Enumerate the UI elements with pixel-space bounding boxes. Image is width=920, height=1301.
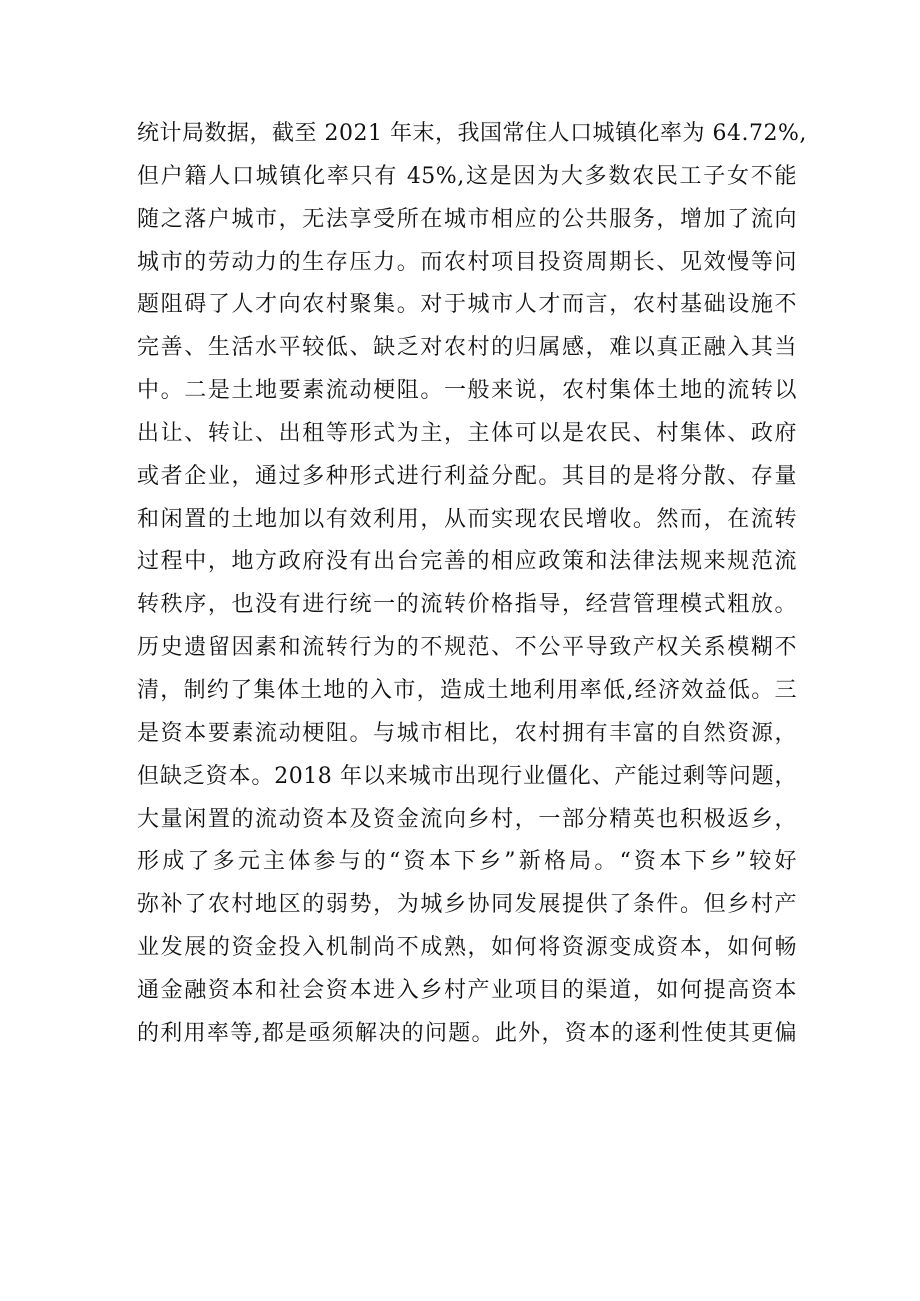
text-line: 随之落户城市，无法享受所在城市相应的公共服务，增加了流向 <box>137 206 797 232</box>
text-line: 但缺乏资本。2018 年以来城市出现行业僵化、产能过剩等问题， <box>137 763 797 789</box>
text-line: 题阻碍了人才向农村聚集。对于城市人才而言，农村基础设施不 <box>137 292 797 318</box>
text-line: 的利用率等,都是亟须解决的问题。此外，资本的逐利性使其更偏 <box>137 1020 797 1046</box>
text-line: 大量闲置的流动资本及资金流向乡村，一部分精英也积极返乡， <box>137 806 797 832</box>
text-line: 转秩序，也没有进行统一的流转价格指导，经营管理模式粗放。 <box>137 592 797 618</box>
text-line: 完善、生活水平较低、缺乏对农村的归属感，难以真正融入其当 <box>137 335 797 361</box>
text-line: 统计局数据，截至 2021 年末，我国常住人口城镇化率为 64.72%, <box>137 121 807 146</box>
text-line: 业发展的资金投入机制尚不成熟，如何将资源变成资本，如何畅 <box>137 935 797 961</box>
text-line: 通金融资本和社会资本进入乡村产业项目的渠道，如何提高资本 <box>137 977 797 1003</box>
text-line: 是资本要素流动梗阻。与城市相比，农村拥有丰富的自然资源， <box>137 720 797 746</box>
text-line: 和闲置的土地加以有效利用，从而实现农民增收。然而，在流转 <box>137 506 797 532</box>
body-paragraph <box>137 113 807 1056</box>
text-line: 形成了多元主体参与的“资本下乡”新格局。“资本下乡”较好 <box>137 849 797 875</box>
text-line: 或者企业，通过多种形式进行利益分配。其目的是将分散、存量 <box>137 463 797 489</box>
text-line: 出让、转让、出租等形式为主，主体可以是农民、村集体、政府 <box>137 420 797 446</box>
text-line: 历史遗留因素和流转行为的不规范、不公平导致产权关系模糊不 <box>137 635 797 661</box>
text-line: 但户籍人口城镇化率只有 45%,这是因为大多数农民工子女不能 <box>137 163 797 189</box>
text-line: 过程中，地方政府没有出台完善的相应政策和法律法规来规范流 <box>137 549 797 575</box>
text-line: 清，制约了集体土地的入市，造成土地利用率低,经济效益低。三 <box>137 677 797 703</box>
text-line: 弥补了农村地区的弱势，为城乡协同发展提供了条件。但乡村产 <box>137 892 797 918</box>
text-line: 中。二是土地要素流动梗阻。一般来说，农村集体土地的流转以 <box>137 378 797 404</box>
text-line: 城市的劳动力的生存压力。而农村项目投资周期长、见效慢等问 <box>137 249 797 275</box>
